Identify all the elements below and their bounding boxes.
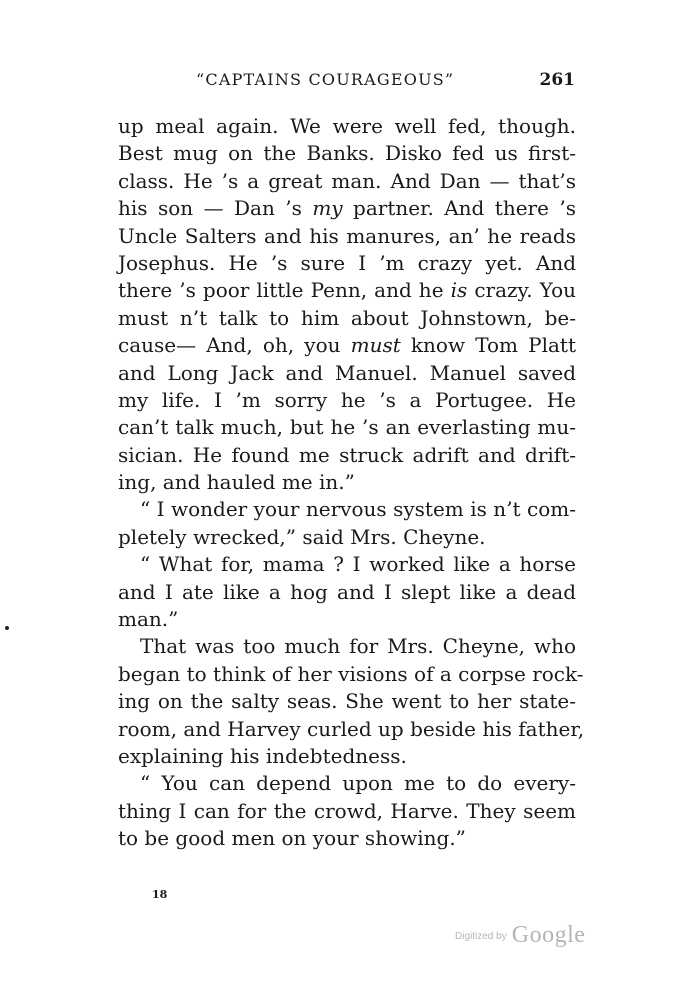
text-line: up meal again. We were well fed, though. [118,114,576,138]
paragraph-first-line: “ I wonder your nervous system is n’t com- [140,497,576,522]
page-number: 261 [539,70,575,90]
watermark-brand: Google [511,922,586,948]
paragraph-first-line: “ You can depend upon me to do every- [140,771,576,796]
text-line: there ’s poor little Penn, and he is crazy. You [118,278,576,303]
text-line: Best mug on the Banks. Disko fed us first- [118,141,576,166]
text-line: thing I can for the crowd, Harve. They seem [118,798,576,823]
text-line: must n’t talk to him about Johnstown, be- [118,305,576,330]
italic-emphasis: must [350,333,401,358]
text-line: to be good men on your showing.” [118,826,466,851]
text-line: my life. I ’m sorry he ’s a Portugee. He [118,387,576,412]
text-line: his son — Dan ’s my partner. And there ’s [118,196,576,221]
running-header [120,70,575,100]
text-line: Uncle Salters and his manures, an’ he reads [118,223,576,248]
paragraph-first-line: “ What for, mama ? I worked like a horse [140,552,576,577]
text-line: ing, and hauled me in.” [118,470,355,495]
running-head-title: “CAPTAINS COURAGEOUS” [196,70,455,89]
italic-emphasis: my [312,196,343,221]
text-line: explaining his indebtedness. [118,743,407,768]
text-line: and I ate like a hog and I slept like a dead [118,579,576,604]
text-line: can’t talk much, but he ’s an everlasting mu- [118,415,576,440]
text-line: began to think of her visions of a corpse rock- [118,661,584,686]
text-line: pletely wrecked,” said Mrs. Cheyne. [118,524,486,549]
text-line: ing on the salty seas. She went to her state- [118,689,576,714]
text-line: class. He ’s a great man. And Dan — that’s [118,168,576,193]
italic-emphasis: is [450,278,468,303]
text-line: and Long Jack and Manuel. Manuel saved [118,360,576,385]
text-line: man.” [118,607,179,632]
text-line: Josephus. He ’s sure I ’m crazy yet. And [118,250,576,275]
signature-mark: 18 [152,888,168,901]
text-line: sician. He found me struck adrift and drift- [118,442,576,467]
digitized-watermark [455,922,585,949]
margin-dot [5,626,9,630]
text-line: room, and Harvey curled up beside his father, [118,716,585,741]
body-text [118,113,585,853]
text-line: cause— And, oh, you must know Tom Platt [118,333,576,358]
watermark-prefix: Digitized by [455,931,507,942]
paragraph-first-line: That was too much for Mrs. Cheyne, who [140,634,576,659]
